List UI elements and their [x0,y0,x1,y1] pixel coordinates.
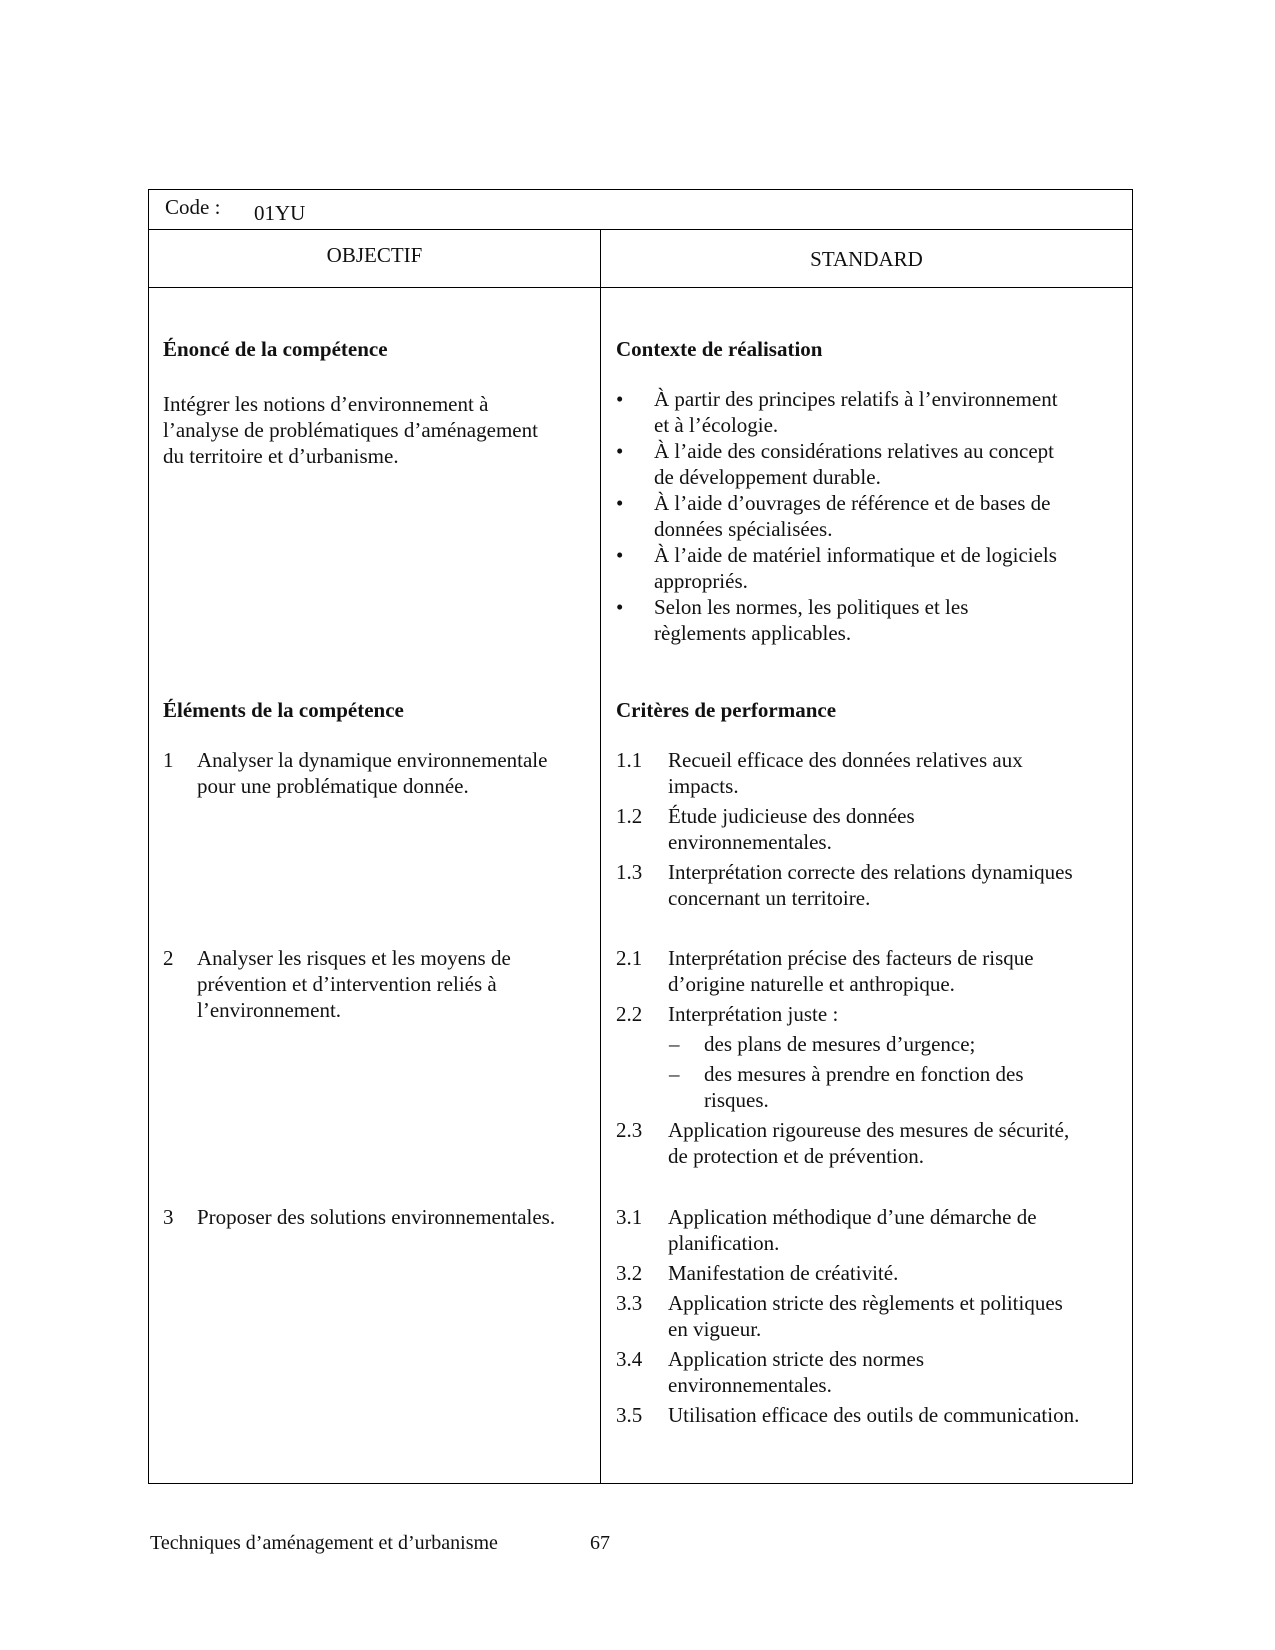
criterion-number: 3.5 [616,1403,643,1427]
element-line: pour une problématique donnée. [197,774,469,798]
list-item-line: Selon les normes, les politiques et les [654,595,969,619]
list-item-line: et à l’écologie. [654,413,779,437]
enonce-line: du territoire et d’urbanisme. [163,444,399,468]
criterion [614,945,1124,997]
list-item-line: À l’aide de matériel informatique et de logiciels [654,543,1057,567]
criterion-number: 2.1 [616,946,643,970]
objectif-header: OBJECTIF [326,243,423,267]
dash-icon: – [669,1062,680,1086]
list-item [614,438,1104,490]
page-number: 67 [590,1532,610,1554]
criterion-line: planification. [668,1231,780,1255]
criterion-number: 3.3 [616,1291,643,1315]
criterion-subitem [614,1031,1124,1057]
enonce-title: Énoncé de la compétence [163,337,388,361]
code-label: Code : [165,195,221,219]
criterion-subitem [614,1061,1124,1113]
criterion-line: impacts. [668,774,739,798]
criterion [614,1402,1124,1428]
criterion-line: concernant un territoire. [668,886,871,910]
criterion-number: 2.3 [616,1118,643,1142]
footer-title: Techniques d’aménagement et d’urbanisme [150,1532,498,1554]
criterion [614,859,1124,911]
subitem-line: risques. [704,1088,769,1112]
criterion-line: Manifestation de créativité. [668,1261,899,1285]
criterion-number: 2.2 [616,1002,643,1026]
criterion-number: 3.4 [616,1347,643,1371]
element-line: prévention et d’intervention reliés à [197,972,497,996]
element-line: Analyser la dynamique environnementale [197,748,548,772]
list-item-line: À l’aide des considérations relatives au concept [654,439,1055,463]
criterion-line: Application rigoureuse des mesures de sécurité, [668,1118,1070,1142]
bullet-icon: • [616,387,624,411]
criterion-number: 1.1 [616,748,643,772]
element-item [163,945,593,1023]
code-row [149,190,1132,230]
bullet-icon: • [616,491,624,515]
list-item-line: données spécialisées. [654,517,833,541]
criteria-group [614,747,1124,915]
criterion [614,803,1124,855]
criteria-group [614,945,1124,1173]
enonce-text [163,391,603,469]
criterion-line: Application stricte des règlements et politiques [668,1291,1063,1315]
criteres-title: Critères de performance [616,698,837,722]
criterion-line: Application méthodique d’une démarche de [668,1205,1037,1229]
bullet-icon: • [616,439,624,463]
list-item-line: À l’aide d’ouvrages de référence et de bases de [654,491,1051,515]
contexte-list [614,386,1104,646]
element-line: Proposer des solutions environnementales. [197,1205,556,1229]
list-item-line: règlements applicables. [654,621,852,645]
elements-title: Éléments de la compétence [163,698,404,722]
dash-icon: – [669,1032,680,1056]
criterion [614,1117,1124,1169]
criterion-line: Application stricte des normes [668,1347,925,1371]
criterion [614,747,1124,799]
enonce-line: Intégrer les notions d’environnement à [163,392,489,416]
criterion-line: Étude judicieuse des données [668,804,915,828]
criterion-number: 3.2 [616,1261,643,1285]
list-item-line: appropriés. [654,569,748,593]
contexte-title: Contexte de réalisation [616,337,823,361]
list-item-line: À partir des principes relatifs à l’environnement [654,387,1058,411]
criteria-group [614,1204,1124,1432]
bullet-icon: • [616,595,624,619]
criterion [614,1346,1124,1398]
list-item [614,594,1104,646]
element-number: 1 [163,748,174,772]
element-item [163,747,593,799]
element-item [163,1204,593,1230]
criterion-line: d’origine naturelle et anthropique. [668,972,955,996]
criterion-line: environnementales. [668,830,832,854]
criterion-line: Interprétation juste : [668,1002,839,1026]
list-item [614,490,1104,542]
standard-header: STANDARD [810,247,923,271]
list-item-line: de développement durable. [654,465,881,489]
list-item [614,386,1104,438]
criterion-line: Recueil efficace des données relatives aux [668,748,1023,772]
criterion [614,1001,1124,1027]
criterion-line: en vigueur. [668,1317,762,1341]
enonce-line: l’analyse de problématiques d’aménagement [163,418,538,442]
list-item [614,542,1104,594]
element-line: l’environnement. [197,998,342,1022]
subitem-line: des mesures à prendre en fonction des [704,1062,1024,1086]
code-value: 01YU [254,201,306,225]
criterion-line: Utilisation efficace des outils de communication. [668,1403,1080,1427]
criterion-line: Interprétation correcte des relations dynamiques [668,860,1073,884]
criterion [614,1260,1124,1286]
criterion-line: de protection et de prévention. [668,1144,924,1168]
criterion-line: Interprétation précise des facteurs de risque [668,946,1034,970]
subitem-line: des plans de mesures d’urgence; [704,1032,976,1056]
criterion-number: 1.2 [616,804,643,828]
criterion-number: 1.3 [616,860,643,884]
header-row [149,230,1132,288]
criterion-number: 3.1 [616,1205,643,1229]
bullet-icon: • [616,543,624,567]
element-line: Analyser les risques et les moyens de [197,946,511,970]
criterion [614,1290,1124,1342]
criterion [614,1204,1124,1256]
criterion-line: environnementales. [668,1373,832,1397]
element-number: 2 [163,946,174,970]
element-number: 3 [163,1205,174,1229]
